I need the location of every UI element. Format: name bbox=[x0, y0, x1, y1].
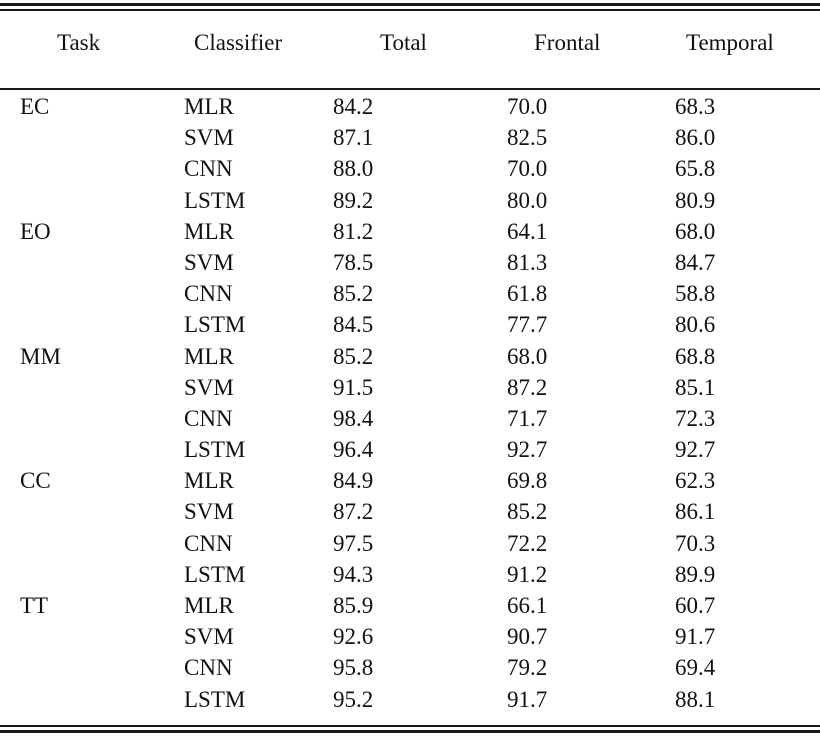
cell-temporal: 69.4 bbox=[675, 655, 716, 681]
cell-classifier: SVM bbox=[184, 374, 234, 400]
cell-classifier: SVM bbox=[184, 249, 234, 275]
table-row bbox=[0, 153, 820, 184]
cell-temporal: 89.9 bbox=[675, 561, 716, 587]
cell-total: 96.4 bbox=[333, 437, 374, 463]
table-row bbox=[0, 559, 820, 590]
header-rule bbox=[0, 88, 820, 90]
cell-classifier: MLR bbox=[184, 593, 234, 618]
cell-frontal: 61.8 bbox=[507, 281, 548, 307]
cell-classifier: CNN bbox=[184, 156, 233, 182]
cell-frontal: 87.2 bbox=[507, 374, 548, 400]
cell-temporal: 65.8 bbox=[675, 156, 716, 182]
table-row bbox=[0, 247, 820, 278]
table-row bbox=[0, 621, 820, 652]
cell-total: 81.2 bbox=[333, 218, 374, 244]
cell-temporal: 58.8 bbox=[675, 281, 716, 307]
cell-total: 85.9 bbox=[333, 593, 374, 618]
cell-frontal: 72.2 bbox=[507, 530, 548, 556]
cell-total: 78.5 bbox=[333, 249, 374, 275]
cell-total: 85.2 bbox=[333, 281, 374, 307]
cell-classifier: SVM bbox=[184, 624, 234, 650]
cell-task: TT bbox=[20, 593, 49, 618]
cell-classifier: SVM bbox=[184, 499, 234, 525]
cell-total: 91.5 bbox=[333, 374, 374, 400]
cell-total: 95.2 bbox=[333, 686, 374, 712]
top-rule-inner bbox=[0, 9, 820, 11]
cell-total: 84.5 bbox=[333, 312, 374, 338]
cell-total: 84.9 bbox=[333, 468, 374, 494]
bottom-rule bbox=[0, 730, 820, 733]
cell-frontal: 85.2 bbox=[507, 499, 548, 525]
bottom-rule-inner bbox=[0, 725, 820, 727]
cell-classifier: CNN bbox=[184, 655, 233, 681]
cell-temporal: 80.9 bbox=[675, 187, 716, 213]
table-row bbox=[0, 496, 820, 527]
cell-frontal: 66.1 bbox=[507, 593, 548, 618]
cell-classifier: MLR bbox=[184, 218, 234, 244]
cell-temporal: 85.1 bbox=[675, 374, 716, 400]
cell-temporal: 68.0 bbox=[675, 218, 716, 244]
cell-frontal: 69.8 bbox=[507, 468, 548, 494]
cell-temporal: 72.3 bbox=[675, 405, 716, 431]
cell-classifier: LSTM bbox=[184, 312, 246, 338]
table-row bbox=[0, 372, 820, 403]
cell-frontal: 81.3 bbox=[507, 249, 548, 275]
header-task: Task bbox=[57, 30, 101, 55]
cell-total: 98.4 bbox=[333, 405, 374, 431]
table-row bbox=[0, 341, 820, 372]
cell-frontal: 80.0 bbox=[507, 187, 548, 213]
cell-task: MM bbox=[20, 343, 61, 369]
cell-total: 95.8 bbox=[333, 655, 374, 681]
cell-temporal: 60.7 bbox=[675, 593, 716, 618]
table-header bbox=[0, 30, 820, 64]
cell-total: 87.1 bbox=[333, 125, 374, 151]
cell-classifier: CNN bbox=[184, 530, 233, 556]
cell-classifier: CNN bbox=[184, 281, 233, 307]
table-row bbox=[0, 185, 820, 216]
cell-frontal: 77.7 bbox=[507, 312, 548, 338]
cell-total: 88.0 bbox=[333, 156, 374, 182]
header-total: Total bbox=[380, 30, 427, 55]
header-frontal: Frontal bbox=[534, 30, 601, 55]
table-row bbox=[0, 278, 820, 309]
cell-classifier: MLR bbox=[184, 94, 234, 119]
table-row bbox=[0, 652, 820, 683]
cell-classifier: LSTM bbox=[184, 561, 246, 587]
cell-task: EC bbox=[20, 94, 50, 119]
cell-temporal: 70.3 bbox=[675, 530, 716, 556]
cell-task: EO bbox=[20, 218, 51, 244]
table-row bbox=[0, 528, 820, 559]
cell-total: 89.2 bbox=[333, 187, 374, 213]
cell-frontal: 71.7 bbox=[507, 405, 548, 431]
cell-total: 97.5 bbox=[333, 530, 374, 556]
cell-frontal: 92.7 bbox=[507, 437, 548, 463]
table-row bbox=[0, 91, 820, 122]
cell-temporal: 86.0 bbox=[675, 125, 716, 151]
header-classifier: Classifier bbox=[194, 30, 283, 55]
cell-frontal: 91.7 bbox=[507, 686, 548, 712]
cell-classifier: MLR bbox=[184, 468, 234, 494]
cell-frontal: 68.0 bbox=[507, 343, 548, 369]
table-row bbox=[0, 590, 820, 621]
cell-temporal: 84.7 bbox=[675, 249, 716, 275]
table-row bbox=[0, 684, 820, 715]
table-row bbox=[0, 403, 820, 434]
table-row bbox=[0, 216, 820, 247]
cell-total: 85.2 bbox=[333, 343, 374, 369]
table-row bbox=[0, 309, 820, 340]
cell-temporal: 91.7 bbox=[675, 624, 716, 650]
table-row bbox=[0, 122, 820, 153]
cell-frontal: 79.2 bbox=[507, 655, 548, 681]
cell-temporal: 68.3 bbox=[675, 94, 716, 119]
cell-frontal: 64.1 bbox=[507, 218, 548, 244]
table-body bbox=[0, 91, 820, 715]
cell-temporal: 62.3 bbox=[675, 468, 716, 494]
cell-frontal: 70.0 bbox=[507, 94, 548, 119]
cell-total: 87.2 bbox=[333, 499, 374, 525]
top-rule bbox=[0, 3, 820, 6]
cell-classifier: SVM bbox=[184, 125, 234, 151]
table-row bbox=[0, 434, 820, 465]
cell-temporal: 92.7 bbox=[675, 437, 716, 463]
cell-classifier: LSTM bbox=[184, 437, 246, 463]
cell-classifier: LSTM bbox=[184, 686, 246, 712]
cell-classifier: LSTM bbox=[184, 187, 246, 213]
cell-total: 94.3 bbox=[333, 561, 374, 587]
cell-frontal: 91.2 bbox=[507, 561, 548, 587]
cell-task: CC bbox=[20, 468, 51, 494]
table-row bbox=[0, 465, 820, 496]
cell-classifier: MLR bbox=[184, 343, 234, 369]
cell-total: 84.2 bbox=[333, 94, 374, 119]
cell-temporal: 86.1 bbox=[675, 499, 716, 525]
cell-frontal: 82.5 bbox=[507, 125, 548, 151]
cell-temporal: 88.1 bbox=[675, 686, 716, 712]
cell-temporal: 68.8 bbox=[675, 343, 716, 369]
cell-classifier: CNN bbox=[184, 405, 233, 431]
header-temporal: Temporal bbox=[686, 30, 774, 55]
cell-total: 92.6 bbox=[333, 624, 374, 650]
cell-temporal: 80.6 bbox=[675, 312, 716, 338]
cell-frontal: 70.0 bbox=[507, 156, 548, 182]
cell-frontal: 90.7 bbox=[507, 624, 548, 650]
